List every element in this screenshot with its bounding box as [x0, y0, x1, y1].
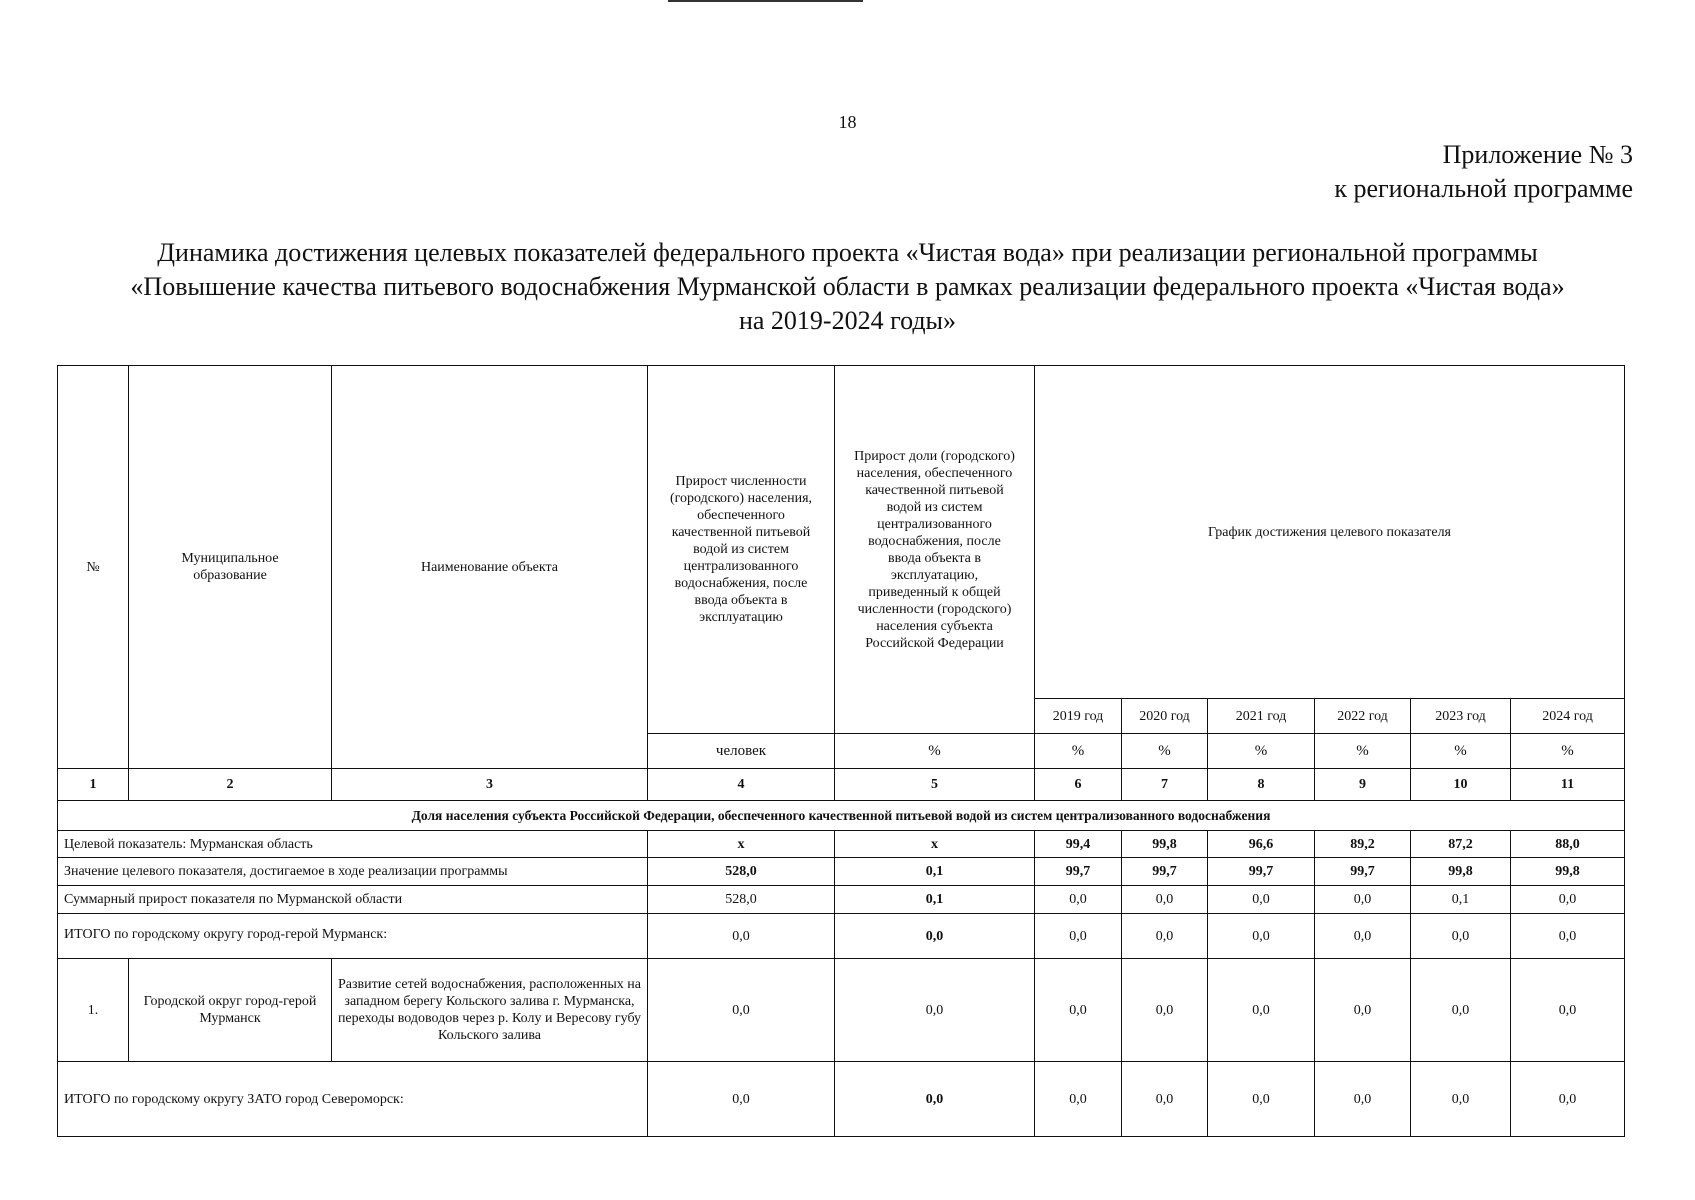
column-number: 1 [58, 769, 129, 801]
row-value: 0,0 [1511, 959, 1625, 1062]
table-row [58, 914, 1625, 959]
appendix-line-2: к региональной программе [1334, 174, 1633, 203]
row-value: 0,0 [1411, 1062, 1511, 1137]
unit-2024: % [1511, 734, 1625, 769]
table-row [58, 831, 1625, 858]
header-municipality: Муниципальное образование [129, 366, 332, 769]
row-value: 0,0 [1315, 1062, 1411, 1137]
column-number: 9 [1315, 769, 1411, 801]
column-number: 11 [1511, 769, 1625, 801]
row-value: 99,7 [1035, 858, 1122, 886]
row-value: 0,0 [1315, 914, 1411, 959]
title-line-1: Динамика достижения целевых показателей федерального проекта «Чистая вода» при реализации региональной программы [157, 238, 1538, 267]
row-value: 99,4 [1035, 831, 1122, 858]
row-value: 88,0 [1511, 831, 1625, 858]
unit-share: % [835, 734, 1035, 769]
row-value: 528,0 [648, 858, 835, 886]
header-share-growth: Прирост доли (городского) населения, обеспеченного качественной питьевой водой из систем централизованного водоснабжения, после ввода объекта в эксплуатацию, приведенный к общей численности (городского) населения субъекта Российской Федерации [835, 366, 1035, 734]
column-number: 8 [1208, 769, 1315, 801]
row-value: 0,0 [1208, 914, 1315, 959]
header-schedule: График достижения целевого показателя [1035, 366, 1625, 699]
year-2023: 2023 год [1411, 699, 1511, 734]
row-value: 0,0 [1511, 914, 1625, 959]
object-municipality: Городской округ город-герой Мурманск [129, 959, 332, 1062]
row-value: 0,0 [1315, 959, 1411, 1062]
row-value: 0,0 [1035, 886, 1122, 914]
page-number: 18 [838, 112, 857, 132]
column-number: 5 [835, 769, 1035, 801]
row-value: 99,8 [1511, 858, 1625, 886]
row-label: ИТОГО по городскому округу город-герой Мурманск: [58, 914, 648, 959]
year-2022: 2022 год [1315, 699, 1411, 734]
year-2021: 2021 год [1208, 699, 1315, 734]
row-value: 0,0 [1511, 1062, 1625, 1137]
row-value: 0,0 [835, 1062, 1035, 1137]
row-value: 0,0 [1035, 1062, 1122, 1137]
table-row [58, 959, 1625, 1062]
row-value: 528,0 [648, 886, 835, 914]
row-value: 0,0 [1411, 959, 1511, 1062]
row-value: 99,8 [1122, 831, 1208, 858]
row-value: 0,0 [648, 1062, 835, 1137]
year-2024: 2024 год [1511, 699, 1625, 734]
row-value: 0,0 [1122, 886, 1208, 914]
row-value: 0,0 [1315, 886, 1411, 914]
table-row [58, 1062, 1625, 1137]
title-line-2: «Повышение качества питьевого водоснабжения Мурманской области в рамках реализации федерального проекта «Чистая вода» [130, 272, 1565, 301]
header-population-growth: Прирост численности (городского) населения, обеспеченного качественной питьевой водой из систем централизованного водоснабжения, после ввода объекта в эксплуатацию [648, 366, 835, 734]
row-value: 0,0 [1122, 959, 1208, 1062]
column-number: 6 [1035, 769, 1122, 801]
row-value: 96,6 [1208, 831, 1315, 858]
unit-2020: % [1122, 734, 1208, 769]
row-value: 99,7 [1208, 858, 1315, 886]
column-number: 2 [129, 769, 332, 801]
unit-2022: % [1315, 734, 1411, 769]
title-line-3: на 2019-2024 годы» [738, 306, 957, 335]
row-label: ИТОГО по городскому округу ЗАТО город Североморск: [58, 1062, 648, 1137]
row-value: 0,0 [835, 914, 1035, 959]
row-value: 0,0 [1122, 1062, 1208, 1137]
table-row [58, 886, 1625, 914]
column-number: 3 [332, 769, 648, 801]
row-value: 99,8 [1411, 858, 1511, 886]
table-row [58, 858, 1625, 886]
appendix-line-1: Приложение № 3 [1442, 140, 1633, 169]
row-value: x [835, 831, 1035, 858]
row-value: 0,0 [1035, 914, 1122, 959]
row-value: 0,0 [648, 914, 835, 959]
year-2019: 2019 год [1035, 699, 1122, 734]
header-no: № [58, 366, 129, 769]
row-value: 99,7 [1315, 858, 1411, 886]
row-value: 0,1 [835, 858, 1035, 886]
row-value: 89,2 [1315, 831, 1411, 858]
row-value: 0,0 [1122, 914, 1208, 959]
row-value: 0,0 [1511, 886, 1625, 914]
row-value: 0,0 [1208, 1062, 1315, 1137]
unit-population: человек [648, 734, 835, 769]
column-number: 10 [1411, 769, 1511, 801]
document-title [40, 236, 1655, 338]
section-title: Доля населения субъекта Российской Федерации, обеспеченного качественной питьевой водой из систем централизованного водоснабжения [58, 801, 1625, 831]
indicators-table [57, 365, 1625, 1137]
row-value: 0,0 [1208, 959, 1315, 1062]
column-number: 7 [1122, 769, 1208, 801]
row-value: 0,0 [835, 959, 1035, 1062]
object-name: Развитие сетей водоснабжения, расположенных на западном берегу Кольского залива г. Мурманска, переходы водоводов через р. Колу и Вересову губу Кольского залива [332, 959, 648, 1062]
row-label: Суммарный прирост показателя по Мурманской области [58, 886, 648, 914]
row-value: 0,0 [648, 959, 835, 1062]
object-row-number: 1. [58, 959, 129, 1062]
row-value: 0,0 [1411, 914, 1511, 959]
row-value: 0,0 [1208, 886, 1315, 914]
appendix-heading [1334, 138, 1633, 206]
header-object: Наименование объекта [332, 366, 648, 769]
column-number: 4 [648, 769, 835, 801]
unit-2023: % [1411, 734, 1511, 769]
unit-2021: % [1208, 734, 1315, 769]
unit-2019: % [1035, 734, 1122, 769]
row-label: Целевой показатель: Мурманская область [58, 831, 648, 858]
row-value: 99,7 [1122, 858, 1208, 886]
row-value: 0,1 [835, 886, 1035, 914]
row-value: x [648, 831, 835, 858]
row-value: 0,1 [1411, 886, 1511, 914]
year-2020: 2020 год [1122, 699, 1208, 734]
top-edge-mark [668, 0, 863, 2]
row-label: Значение целевого показателя, достигаемое в ходе реализации программы [58, 858, 648, 886]
row-value: 0,0 [1035, 959, 1122, 1062]
row-value: 87,2 [1411, 831, 1511, 858]
